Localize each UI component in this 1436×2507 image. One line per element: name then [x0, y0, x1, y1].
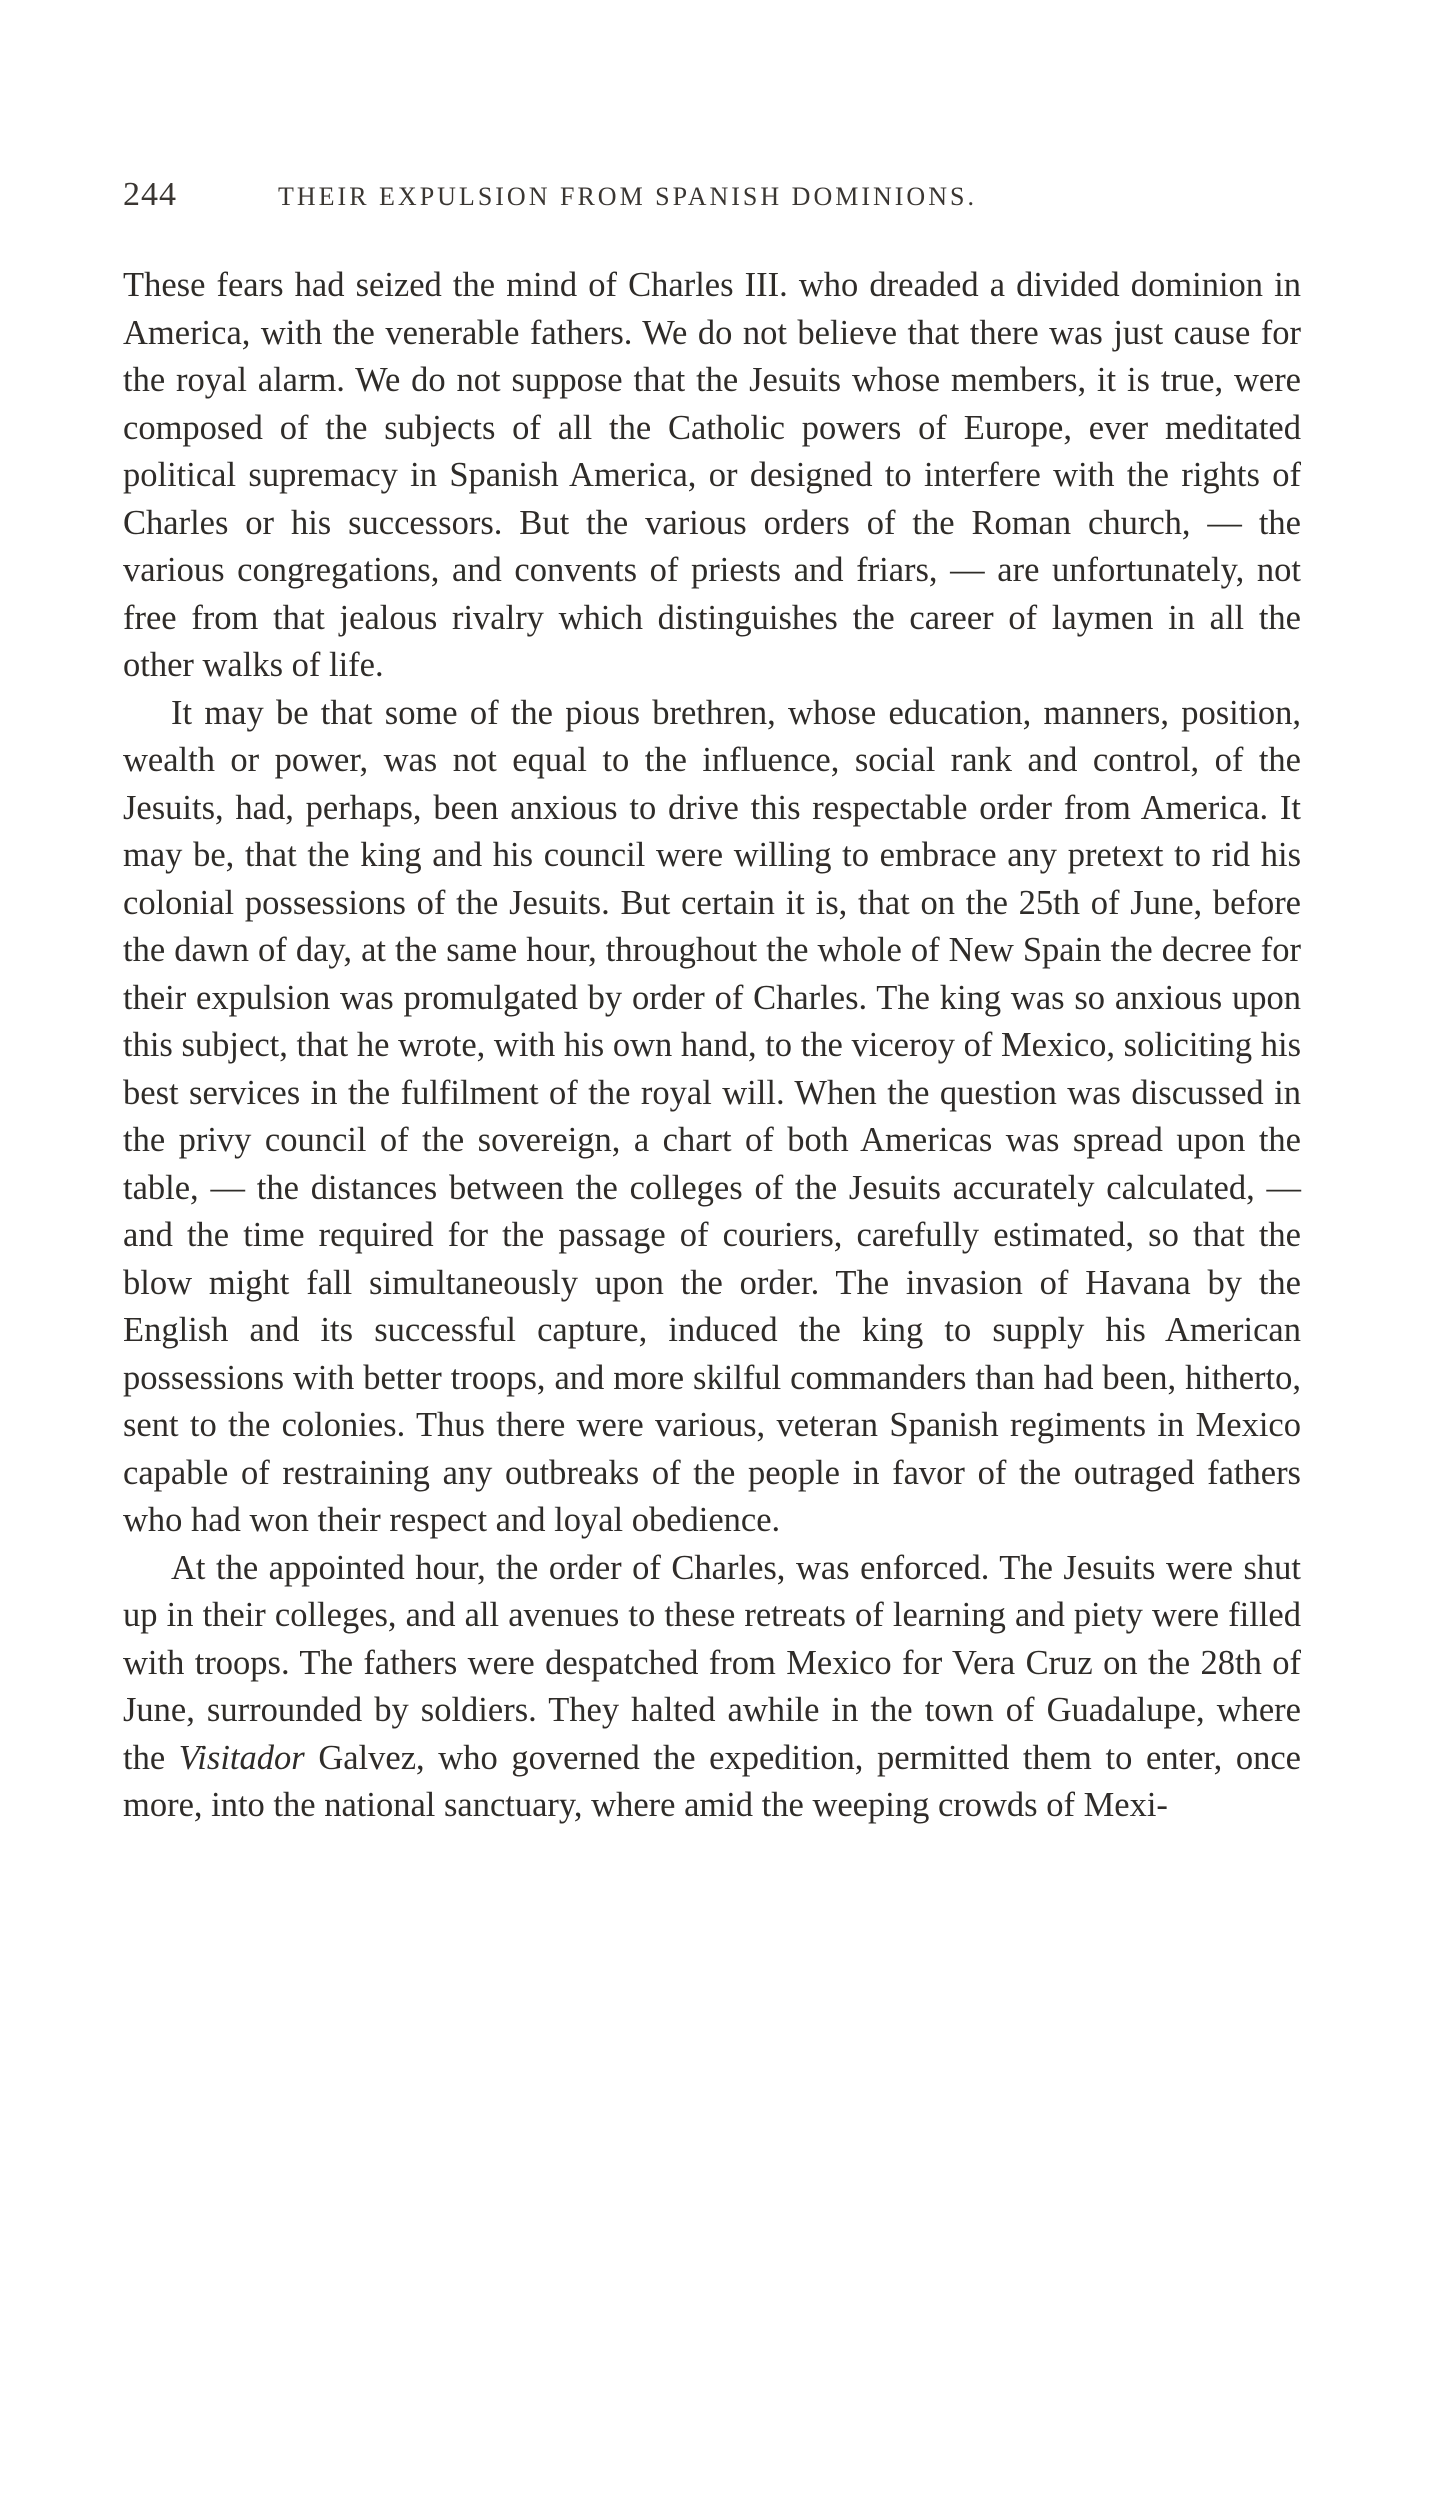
paragraph-3-text-end: Galvez, who governed the expedition, permitted them to enter, once more, into the national sanctuary, where amid the weeping crowds of Mexi-: [123, 1738, 1301, 1824]
paragraph-1: These fears had seized the mind of Charles III. who dreaded a divided dominion in America, with the venerable fathers. We do not believe that there was just cause for the royal alarm. We do not suppose that the Jesuits whose members, it is true, were composed of the subjects of all the Catholic powers of Europe, ever meditated political supremacy in Spanish America, or designed to interfere with the rights of Charles or his successors. But the various orders of the Roman church, — the various congregations, and convents of priests and friars, — are unfortunately, not free from that jealous rivalry which distinguishes the career of laymen in all the other walks of life.: [123, 266, 1301, 684]
paragraph-3: [123, 1545, 1301, 1830]
page-number: 244: [123, 176, 177, 213]
page-header: [123, 176, 1303, 224]
paragraph-3-text-start: At the appointed hour, the order of Charles, was enforced. The Jesuits were shut up in their colleges, and all avenues to these retreats of learning and piety were filled with troops. The fathers were despatched from Mexico for Vera Cruz on the 28th of June, surrounded by soldiers. They halted awhile in the town of Guadalupe, where the: [123, 1548, 1301, 1777]
italic-term-visitador: Visitador: [178, 1738, 305, 1777]
paragraph-2: It may be that some of the pious brethren, whose education, manners, position, wealth or power, was not equal to the influence, social rank and control, of the Jesuits, had, perhaps, been anxious to drive this respectable order from America. It may be, that the king and his council were willing to embrace any pretext to rid his colonial possessions of the Jesuits. But certain it is, that on the 25th of June, before the dawn of day, at the same hour, throughout the whole of New Spain the decree for their expulsion was promulgated by order of Charles. The king was so anxious upon this subject, that he wrote, with his own hand, to the viceroy of Mexico, soliciting his best services in the fulfilment of the royal will. When the question was discussed in the privy council of the sovereign, a chart of both Americas was spread upon the table, — the distances between the colleges of the Jesuits accurately calculated, — and the time required for the passage of couriers, carefully estimated, so that the blow might fall simultaneously upon the order. The invasion of Havana by the English and its successful capture, induced the king to supply his American possessions with better troops, and more skilful commanders than had been, hitherto, sent to the colonies. Thus there were various, veteran Spanish regiments in Mexico capable of restraining any outbreaks of the people in favor of the outraged fathers who had won their respect and loyal obedience.: [123, 693, 1301, 1539]
running-head: THEIR EXPULSION FROM SPANISH DOMINIONS.: [278, 182, 977, 211]
body-text: [123, 262, 1301, 1830]
